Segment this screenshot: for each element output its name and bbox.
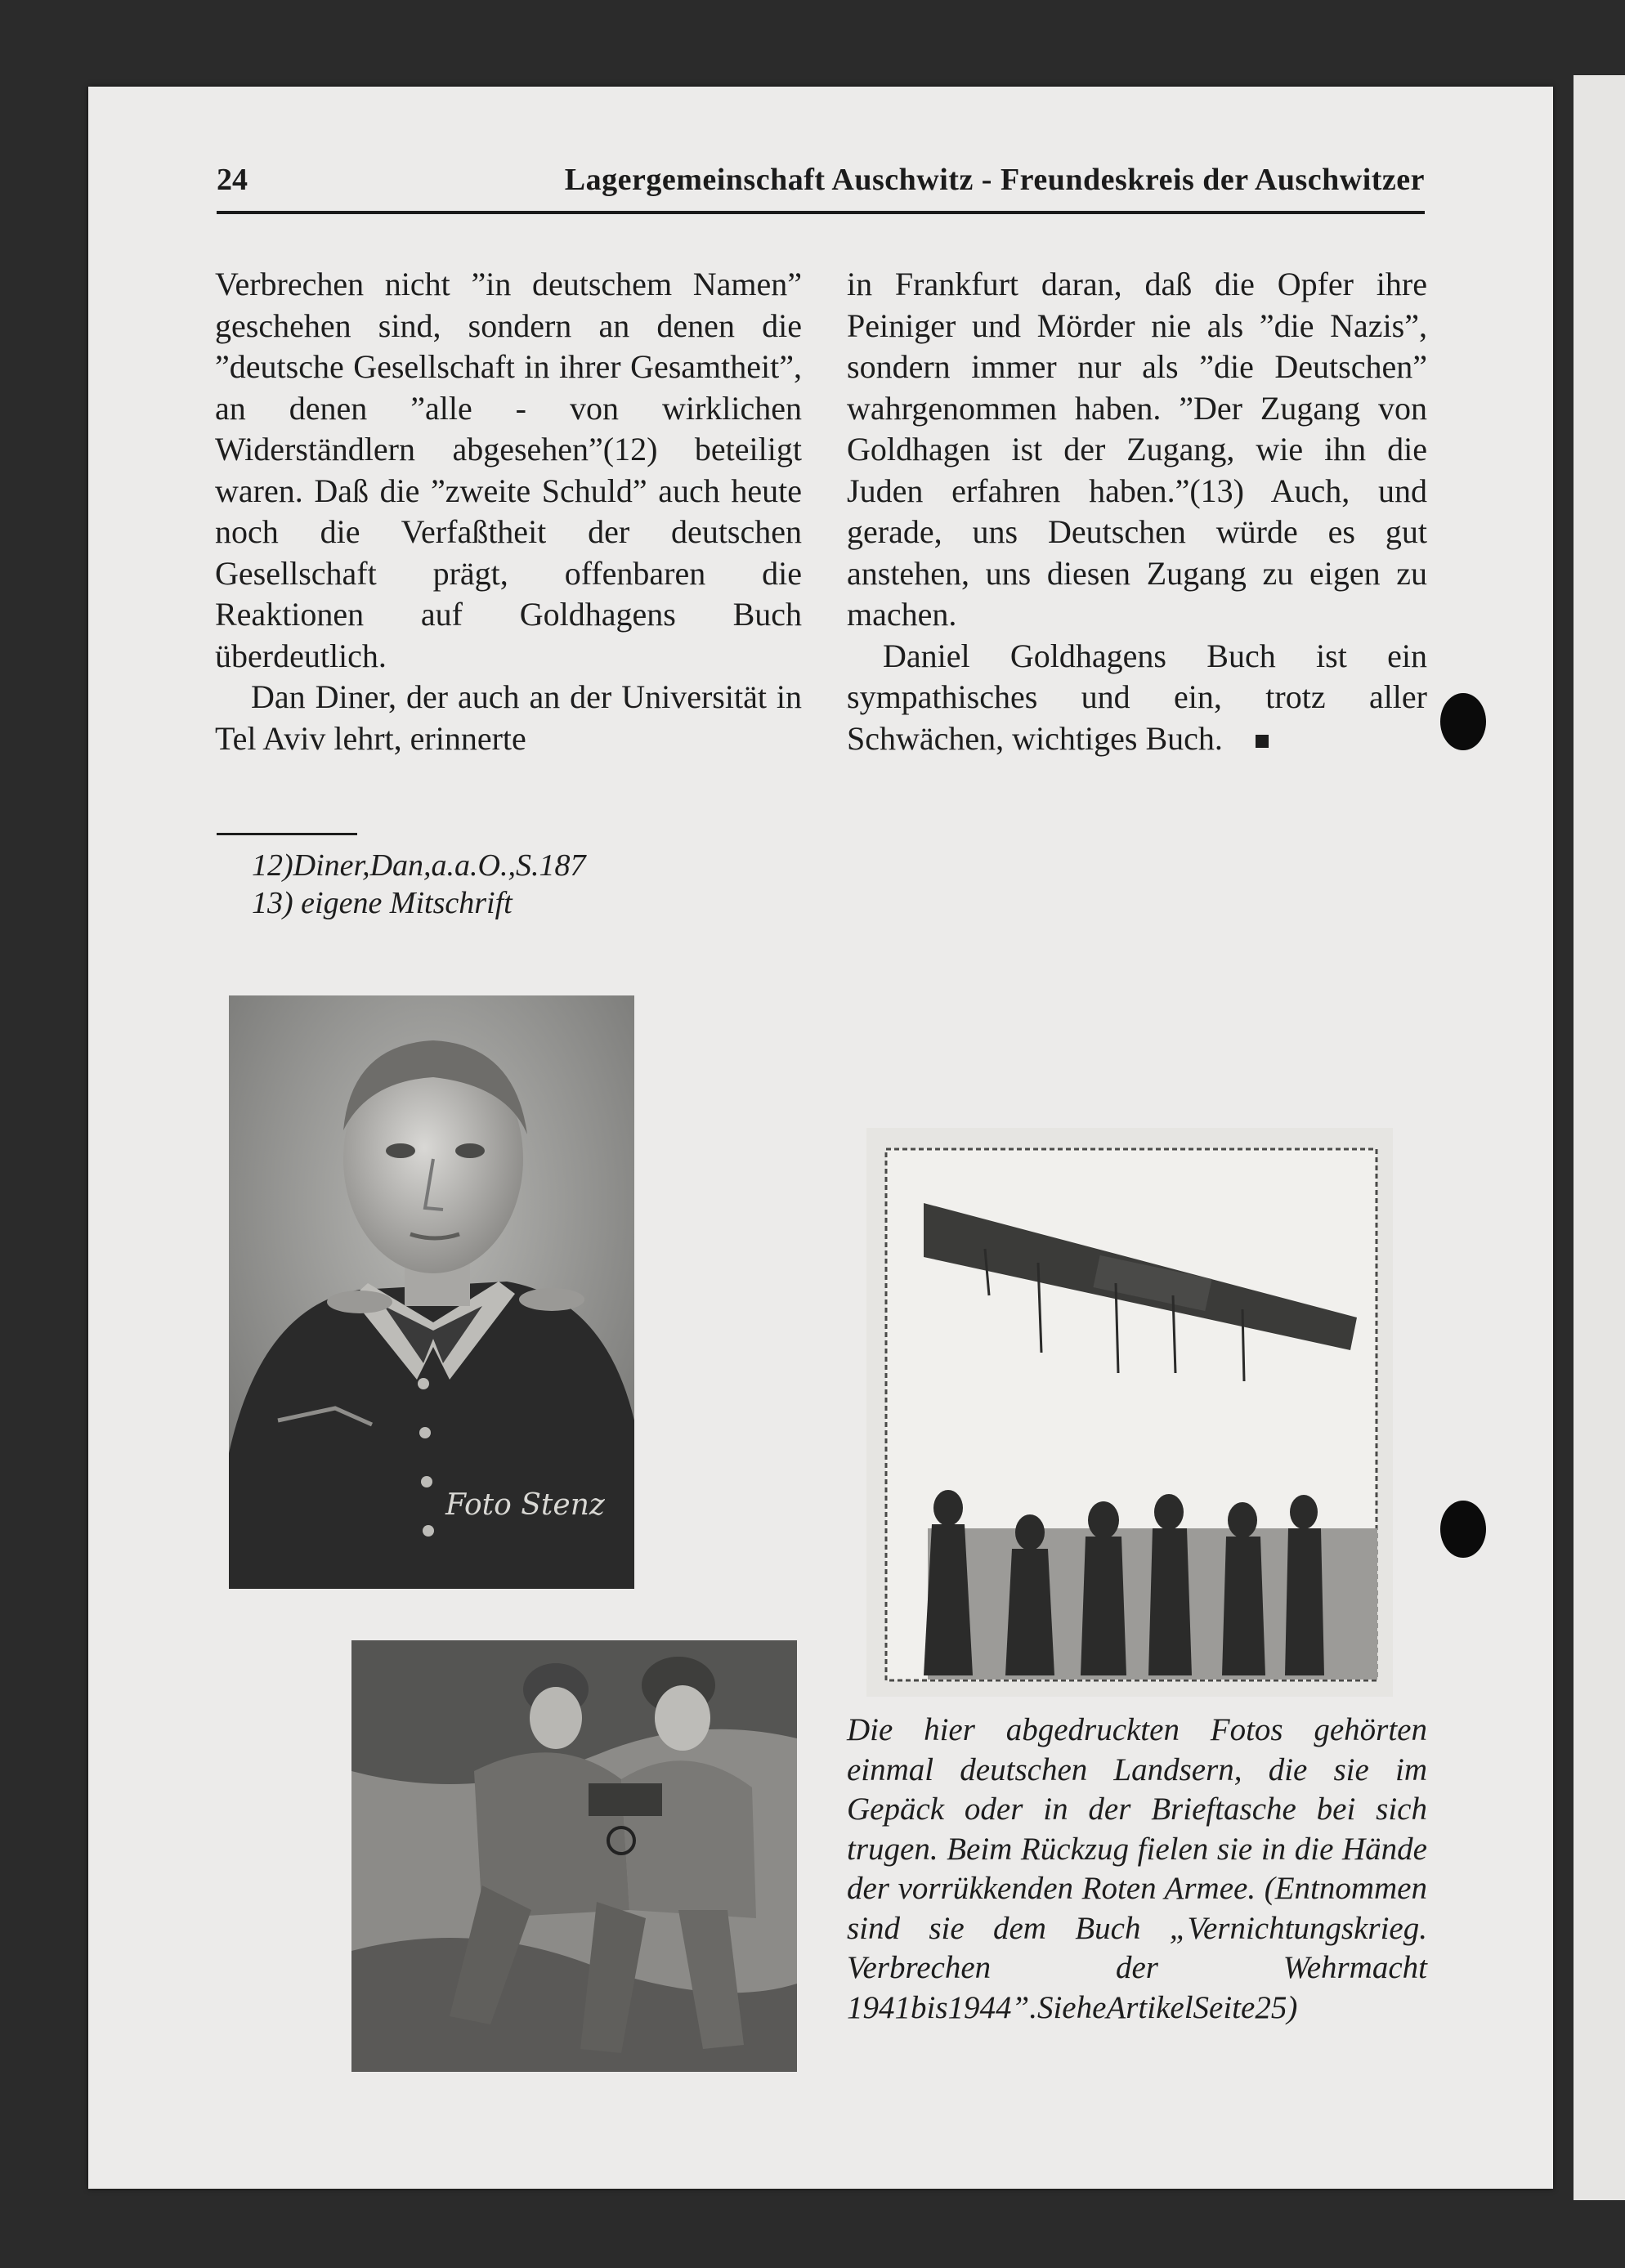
- left-paragraph-1: Verbrechen nicht ”in deutschem Namen” geschehen sind, sondern an denen die ”deutsche Gesellschaft in ihrer Gesamtheit”, an denen ”alle - von wirklichen Widerständlern abgesehen”(12) beteiligt waren. Daß die ”zweite Schuld” auch heute noch die Verfaßtheit der deutschen Gesellschaft prägt, offenbaren die Reaktionen auf Goldhagens Buch überdeutlich.: [215, 266, 802, 674]
- end-of-article-mark: [1256, 735, 1269, 748]
- page-number: 24: [217, 163, 248, 197]
- two-soldiers-image: [351, 1640, 797, 2072]
- soldier-portrait-image: [229, 995, 634, 1589]
- gallows-image: [866, 1128, 1393, 1697]
- binder-hole-lower: [1440, 1501, 1486, 1558]
- left-paragraph-2: Dan Diner, der auch an der Universität in Tel Aviv lehrt, erinnerte: [215, 678, 802, 757]
- page-header: [217, 155, 1425, 214]
- binder-hole-upper: [1440, 693, 1486, 750]
- left-text-column: [215, 264, 802, 759]
- gallows-photo: [866, 1128, 1393, 1697]
- footnotes: [252, 847, 585, 922]
- publication-title: Lagergemeinschaft Auschwitz - Freundeskreis der Auschwitzer: [564, 163, 1425, 197]
- right-paragraph-1: in Frankfurt daran, daß die Opfer ihre Peiniger und Mörder nie als ”die Nazis”, sondern immer nur als ”die Deutschen” wahrgenommen haben. ”Der Zugang von Goldhagen ist der Zugang, wie ihn die Juden erfahren haben.”(13) Auch, und gerade, uns Deutschen würde es gut anstehen, uns diesen Zugang zu eigen zu machen.: [847, 266, 1427, 633]
- photo-caption: Die hier abgedruckten Fotos gehörten einmal deutschen Landsern, die sie im Gepäck oder in der Brieftasche bei sich trugen. Beim Rückzug fielen sie in die Hände der vorrükkenden Roten Armee. (Entnommen sind sie dem Buch „Vernichtungskrieg. Verbrechen der Wehrmacht 1941bis1944”.SieheArtikelSeite25): [847, 1712, 1427, 2025]
- right-paragraph-2: [847, 636, 1427, 760]
- right-text-column: [847, 264, 1427, 759]
- two-soldiers-photo: [351, 1640, 797, 2072]
- right-paragraph-2-text: Daniel Goldhagens Buch ist ein sympathisches und ein, trotz aller Schwächen, wichtiges Buch.: [847, 637, 1427, 757]
- portrait-studio-signature: Foto Stenz: [445, 1488, 605, 1522]
- footnote-13: 13) eigene Mitschrift: [252, 886, 513, 920]
- footnote-12: 12)Diner,Dan,a.a.O.,S.187: [252, 848, 586, 883]
- header-rule: [217, 211, 1425, 214]
- adjacent-page-edge: [1574, 75, 1625, 2200]
- footnote-rule: [217, 833, 357, 835]
- soldier-portrait-photo: [229, 995, 634, 1589]
